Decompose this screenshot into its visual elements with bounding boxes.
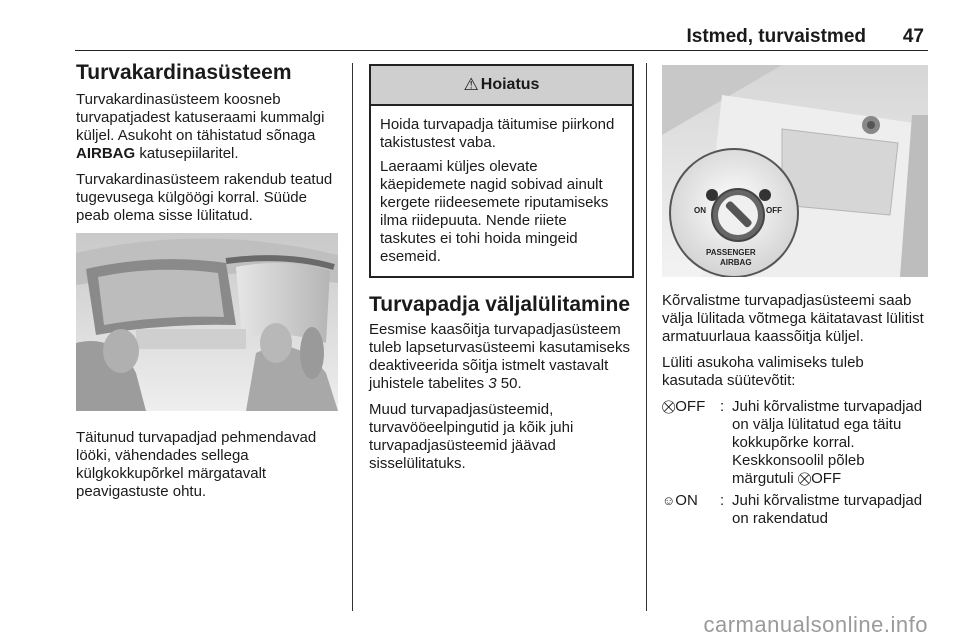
- warning-header: [371, 66, 632, 106]
- warning-triangle-icon: ⚠: [463, 75, 479, 94]
- switch-position-off: ⛒OFF : Juhi kõrvalistme turvapadjad on välja lülitatud ega täitu kokkupõrke korral. Keskkonsoolil põleb märgutuli ⛒OFF: [662, 398, 928, 488]
- deactivation-title: Turvapadja väljalülitamine: [369, 293, 631, 316]
- column-curtain-airbag: [76, 60, 338, 509]
- switch-positions: [662, 398, 928, 528]
- curtain-airbag-title: Turvakardinasüsteem: [76, 61, 292, 84]
- switch-off-label: OFF: [766, 206, 782, 215]
- page-header: [75, 26, 928, 50]
- deactivation-note: Muud turvapadjasüsteemid, turvavööeelpingutid ja kõik juhi turvapadjasüsteemid jäävad sisselülitatuks.: [369, 401, 574, 472]
- page-reference[interactable]: 50.: [496, 375, 522, 392]
- off-term: OFF: [675, 398, 706, 415]
- curtain-airbag-caption: Täitunud turvapadjad pehmendavad lööki, vähendades sellega külgkokkupõrkel märgatavalt peavigastuste ohtu.: [76, 429, 317, 500]
- deactivation-intro: Eesmise kaasõitja turvapadjasüsteem tuleb lapseturvasüsteemi kasutamiseks deaktiveerida sõitja istmelt vastavalt juhistele tabelites 3 50.: [369, 321, 630, 392]
- switch-intro: Kõrvalistme turvapadjasüsteemi saab välja lülitada võtmega käitatavast lülitist armatuurlaua kaassõitja küljel.: [662, 292, 924, 345]
- column-switch: [662, 60, 928, 528]
- switch-on-label: ON: [694, 206, 706, 215]
- off-description: Juhi kõrvalistme turvapadjad on välja lülitatud ega täitu kokkupõrke korral. Keskkonsoolil põleb märgutuli ⛒OFF: [732, 398, 923, 487]
- on-term: ON: [675, 492, 698, 509]
- warning-body: [371, 106, 632, 276]
- airbag-off-icon: ⛒: [662, 399, 676, 414]
- column-deactivation: [369, 60, 634, 481]
- airbag-off-indicator-icon: ⛒: [797, 471, 812, 486]
- switch-passenger-label: PASSENGER: [706, 248, 756, 257]
- airbag-label: AIRBAG: [76, 145, 136, 162]
- switch-position-on: ☺ON : Juhi kõrvalistme turvapadjad on rakendatud: [662, 492, 928, 528]
- curtain-airbag-intro: Turvakardinasüsteem koosneb turvapatjadest katuseraami kummalgi küljel. Asukoht on tähistatud sõnaga AIRBAG katusepiilaritel.: [76, 91, 325, 162]
- page-reference-icon: 3: [488, 375, 497, 392]
- curtain-airbag-photo: [76, 233, 338, 411]
- airbag-on-icon: ☺: [662, 493, 676, 508]
- watermark: carmanualsonline.info: [703, 612, 928, 637]
- on-description: Juhi kõrvalistme turvapadjad on rakendatud: [732, 492, 923, 527]
- page-number: 47: [902, 26, 924, 47]
- warning-text-1: Hoida turvapadja täitumise piirkond takistustest vaba.: [380, 116, 615, 151]
- switch-airbag-label: AIRBAG: [720, 258, 752, 267]
- column-divider-1: [352, 63, 353, 611]
- section-title: Istmed, turvaistmed: [686, 26, 866, 47]
- curtain-airbag-activation: Turvakardinasüsteem rakendub teatud tugevusega külgöögi korral. Süüde peab olema sisse lülitatud.: [76, 171, 333, 224]
- warning-box: [369, 64, 634, 278]
- switch-instruction: Lüliti asukoha valimiseks tuleb kasutada süütevõtit:: [662, 354, 864, 389]
- warning-text-2: Laeraami küljes olevate käepidemete nagid sobivad ainult kergete riideesemete riputamiseks ilma riidepuuta. Nende riiete taskutes ei tohi hoida mingeid esemeid.: [380, 158, 609, 265]
- warning-title: Hoiatus: [480, 76, 540, 93]
- airbag-switch-photo: [662, 65, 928, 277]
- column-divider-2: [646, 63, 647, 611]
- header-rule: [75, 50, 928, 51]
